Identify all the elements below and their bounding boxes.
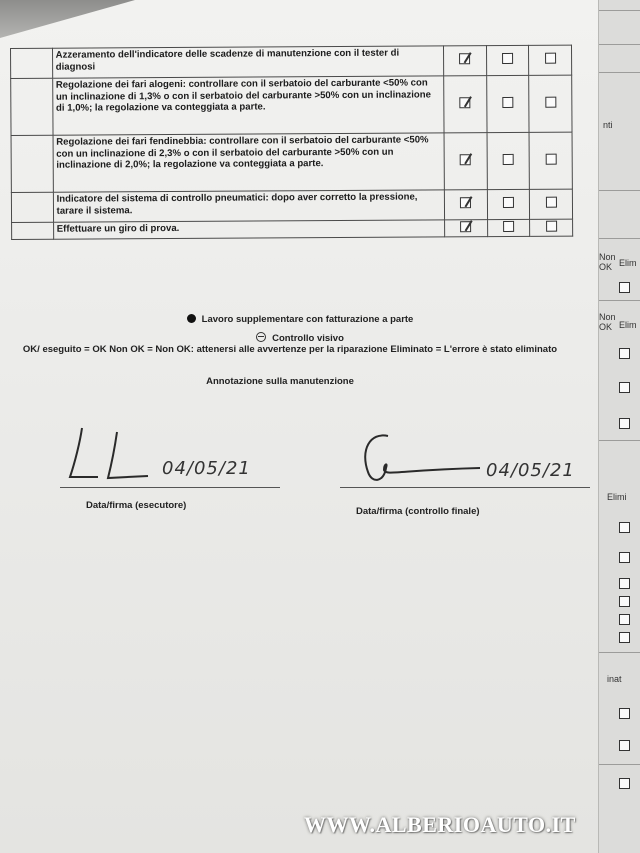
adjacent-page-text: inat <box>607 674 622 684</box>
adjacent-page-checkbox <box>619 522 630 533</box>
visual-check-icon <box>256 332 266 342</box>
legend-status-key: OK/ eseguito = OK Non OK = Non OK: attenersi alle avvertenze per la riparazione Eliminato = L'errore è stato eliminato <box>22 344 558 355</box>
adjacent-page-checkbox <box>619 578 630 589</box>
not-ok-checkbox[interactable] <box>503 197 514 208</box>
adjacent-page-text: Elim <box>619 258 637 268</box>
final-check-signature <box>340 430 490 490</box>
filled-dot-icon <box>187 314 196 323</box>
not-ok-checkbox[interactable] <box>502 53 513 64</box>
ok-checkbox[interactable] <box>459 97 470 108</box>
adjacent-page-text: Non <box>599 312 616 322</box>
executor-signature <box>60 422 150 482</box>
checklist-row <box>11 132 572 192</box>
adjacent-page-text: Elim <box>619 320 637 330</box>
checklist-item-text: Azzeramento dell'indicatore delle scadenze di manutenzione con il tester di diagnosi <box>52 46 443 78</box>
adjacent-page-checkbox <box>619 348 630 359</box>
checklist-item-text: Effettuare un giro di prova. <box>53 220 444 239</box>
not-ok-checkbox[interactable] <box>502 97 513 108</box>
adjacent-page-text: OK <box>599 262 613 272</box>
legend-visual-check <box>0 332 600 344</box>
eliminated-checkbox[interactable] <box>545 96 556 107</box>
site-watermark: WWW.ALBERIOAUTO.IT <box>304 812 576 837</box>
ok-checkbox[interactable] <box>459 53 470 64</box>
legend-extra-work-text: Lavoro supplementare con fatturazione a parte <box>201 314 414 325</box>
final-check-signature-label: Data/firma (controllo finale) <box>356 506 480 517</box>
eliminated-checkbox[interactable] <box>546 197 557 208</box>
checklist-row <box>11 189 572 222</box>
adjacent-page-checkbox <box>619 632 630 643</box>
adjacent-page-checkbox <box>619 614 630 625</box>
final-check-date: 04/05/21 <box>486 460 575 481</box>
maintenance-notes-heading: Annotazione sulla manutenzione <box>206 376 354 387</box>
adjacent-page-checkbox <box>619 382 630 393</box>
maintenance-checklist <box>10 45 573 240</box>
checklist-item-text: Regolazione dei fari alogeni: controllare con il serbatoio del carburante <50% con un inclinazione di 1,3% o con il serbatoio del carburante >50% con un inclinazione di 1,0%; la regolazione va conteggiata a parte. <box>52 76 443 135</box>
adjacent-page-checkbox <box>619 596 630 607</box>
executor-signature-label: Data/firma (esecutore) <box>86 500 187 511</box>
adjacent-page <box>598 0 640 853</box>
checklist-row <box>11 75 572 135</box>
not-ok-checkbox[interactable] <box>503 221 514 232</box>
executor-date: 04/05/21 <box>162 458 251 479</box>
checklist-row <box>11 45 572 78</box>
adjacent-page-text: OK <box>599 322 613 332</box>
ok-checkbox[interactable] <box>460 221 471 232</box>
adjacent-page-checkbox <box>619 282 630 293</box>
checklist-item-text: Regolazione dei fari fendinebbia: controllare con il serbatoio del carburante <50% con un inclinazione di 2,3% o con il serbatoio del carburante >50% con un inclinazione di 2,0%; la regolazione va conteggiata a parte. <box>53 133 444 192</box>
checklist-item-text: Indicatore del sistema di controllo pneumatici: dopo aver corretto la pressione, tarare il sistema. <box>53 190 444 222</box>
ok-checkbox[interactable] <box>460 154 471 165</box>
adjacent-page-text: Elimi <box>607 492 627 502</box>
legend-visual-check-text: Controllo visivo <box>272 333 344 344</box>
legend-extra-work <box>0 314 600 325</box>
ok-checkbox[interactable] <box>460 197 471 208</box>
not-ok-checkbox[interactable] <box>503 154 514 165</box>
eliminated-checkbox[interactable] <box>545 153 556 164</box>
adjacent-page-checkbox <box>619 418 630 429</box>
eliminated-checkbox[interactable] <box>545 53 556 64</box>
adjacent-page-checkbox <box>619 552 630 563</box>
adjacent-page-checkbox <box>619 740 630 751</box>
adjacent-page-text: Non <box>599 252 616 262</box>
adjacent-page-checkbox <box>619 708 630 719</box>
eliminated-checkbox[interactable] <box>546 220 557 231</box>
adjacent-page-text: nti <box>603 120 613 130</box>
adjacent-page-checkbox <box>619 778 630 789</box>
checklist-row <box>12 219 573 239</box>
